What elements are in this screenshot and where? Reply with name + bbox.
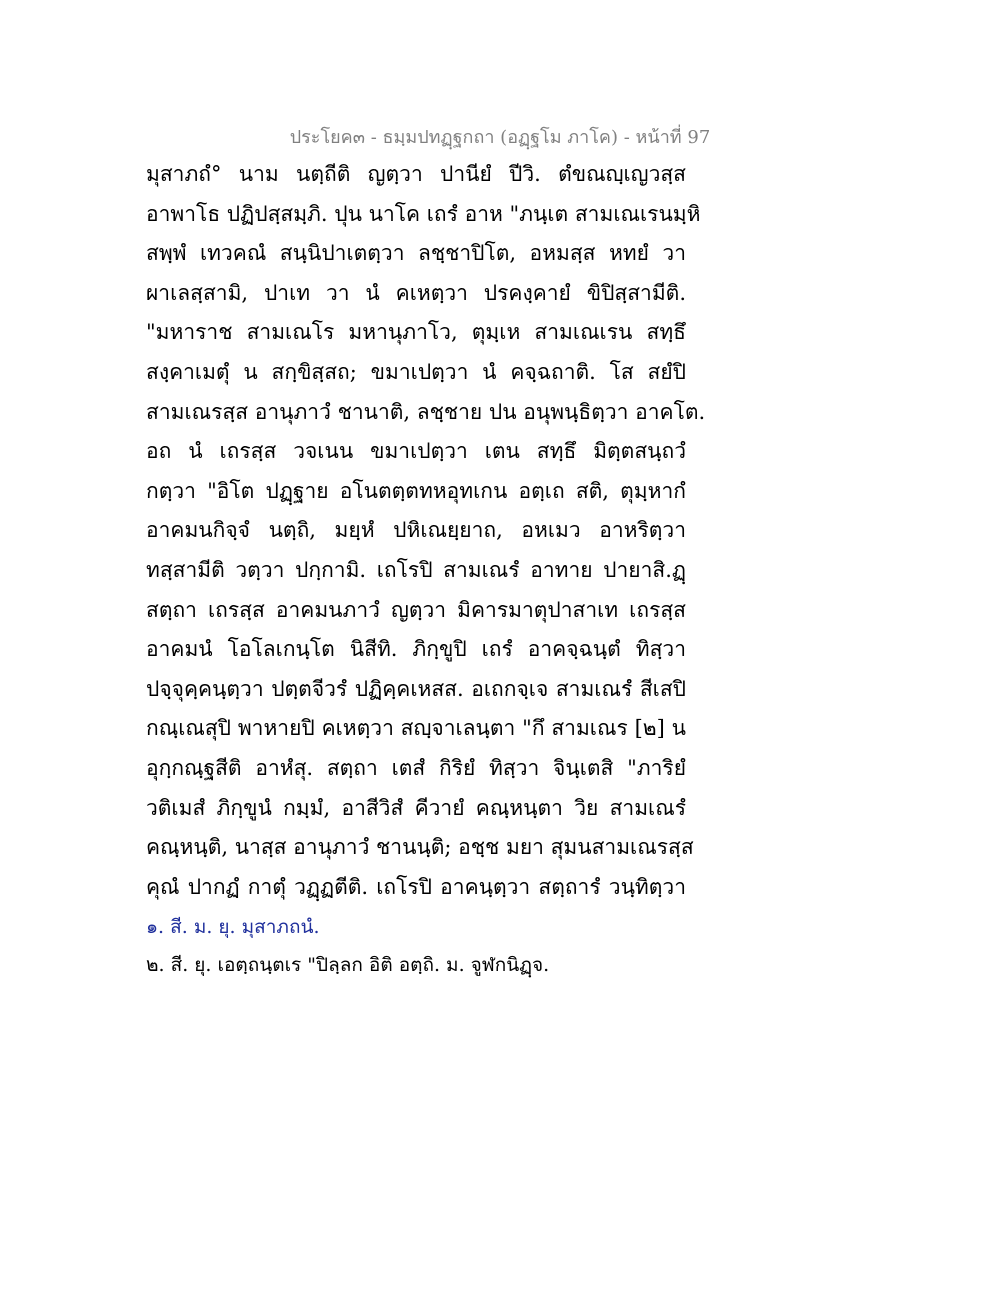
footnote-1: ๑. สี. ม. ยุ. มุสาภถนํ. (146, 916, 320, 938)
text-line: อาคมนกิจฺจํ นตฺถิ, มยฺหํ ปหิเณยฺยาถ, อหเมว อาหริตฺวา (146, 518, 686, 543)
text-line: ปจฺจุคฺคนฺตฺวา ปตฺตจีวรํ ปฏิคฺคเหสส. อเถกจฺเจ สามเณรํ สีเสปิ (146, 676, 686, 701)
text-line: วติเมสํ ภิกฺขูนํ กมฺมํ, อาสีวิสํ คีวายํ คณฺหนฺตา วิย สามเณรํ (146, 795, 686, 820)
text-line: "มหาราช สามเณโร มหานุภาโว, ตุมฺเห สามเณเรน สทฺธึ (146, 320, 686, 345)
text-line: อถ นํ เถรสฺส วจเนน ขมาเปตฺวา เตน สทฺธึ มิตฺตสนฺถวํ (146, 439, 686, 464)
text-line: มุสาภถํ° นาม นตฺถีติ ญตฺวา ปานียํ ปีวิ. ตํขณญฺเญวสฺส (146, 162, 686, 186)
text-line: กณฺเณสุปิ พาหายปิ คเหตฺวา สญฺจาเลนฺตา "กึ สามเณร [๒] น (146, 716, 686, 741)
text-line: สงฺคาเมตุํ น สกฺขิสฺสถ; ขมาเปตฺวา นํ คจฺฉถาติ. โส สยํปิ (146, 359, 686, 384)
body-text (146, 158, 706, 910)
running-header: ประโยค๓ - ธมฺมปทฏฺฐกถา (อฏฺฐโม ภาโค) - หน้าที่ 97 (289, 127, 711, 148)
text-line: อาคมนํ โอโลเกนฺโต นิสีทิ. ภิกฺขูปิ เถรํ อาคจฺฉนฺตํ ทิสฺวา (146, 637, 686, 662)
text-line: คุณํ ปากฏํ กาตุํ วฏฺฏตีติ. เถโรปิ อาคนฺตฺวา สตฺถารํ วนฺทิตฺวา (146, 874, 686, 899)
text-line: กตฺวา "อิโต ปฏฺฐาย อโนตตฺตทหอุทเกน อตฺเถ สติ, ตุมฺหากํ (146, 478, 686, 503)
text-line: อาพาโธ ปฏิปสฺสมฺภิ. ปุน นาโค เถรํ อาห "ภนฺเต สามเณเรนมฺหิ (146, 201, 701, 226)
text-line: สามเณรสฺส อานุภาวํ ชานาติ, ลชฺชาย ปน อนุพนฺธิตฺวา อาคโต. (146, 399, 706, 424)
text-line: สตฺถา เถรสฺส อาคมนภาวํ ญตฺวา มิคารมาตุปาสาเท เถรสฺส (146, 597, 686, 622)
text-line: ผาเลสฺสามิ, ปาเท วา นํ คเหตฺวา ปรคงฺคายํ ขิปิสฺสามีติ. (146, 280, 686, 305)
text-line: อุกฺกณฺฐสีติ อาหํสุ. สตฺถา เตสํ กิริยํ ทิสฺวา จินฺเตสิ "ภาริยํ (146, 755, 686, 780)
text-line: สพฺพํ เทวคณํ สนฺนิปาเตตฺวา ลชฺชาปิโต, อหมสฺส หทยํ วา (146, 241, 686, 266)
footnotes (146, 911, 706, 987)
footnote-2: ๒. สี. ยุ. เอตฺถนฺตเร "ปิลฺลก อิติ อตฺถิ. ม. จูฬกนิฏฺจ. (146, 954, 550, 976)
text-line: คณฺหนฺติ, นาสฺส อานุภาวํ ชานนฺติ; อชฺช มยา สุมนสามเณรสฺส (146, 835, 694, 860)
text-line: ทสฺสามีติ วตฺวา ปกฺกามิ. เถโรปิ สามเณรํ อาทาย ปายาสิ.ฏฺ (146, 557, 686, 582)
